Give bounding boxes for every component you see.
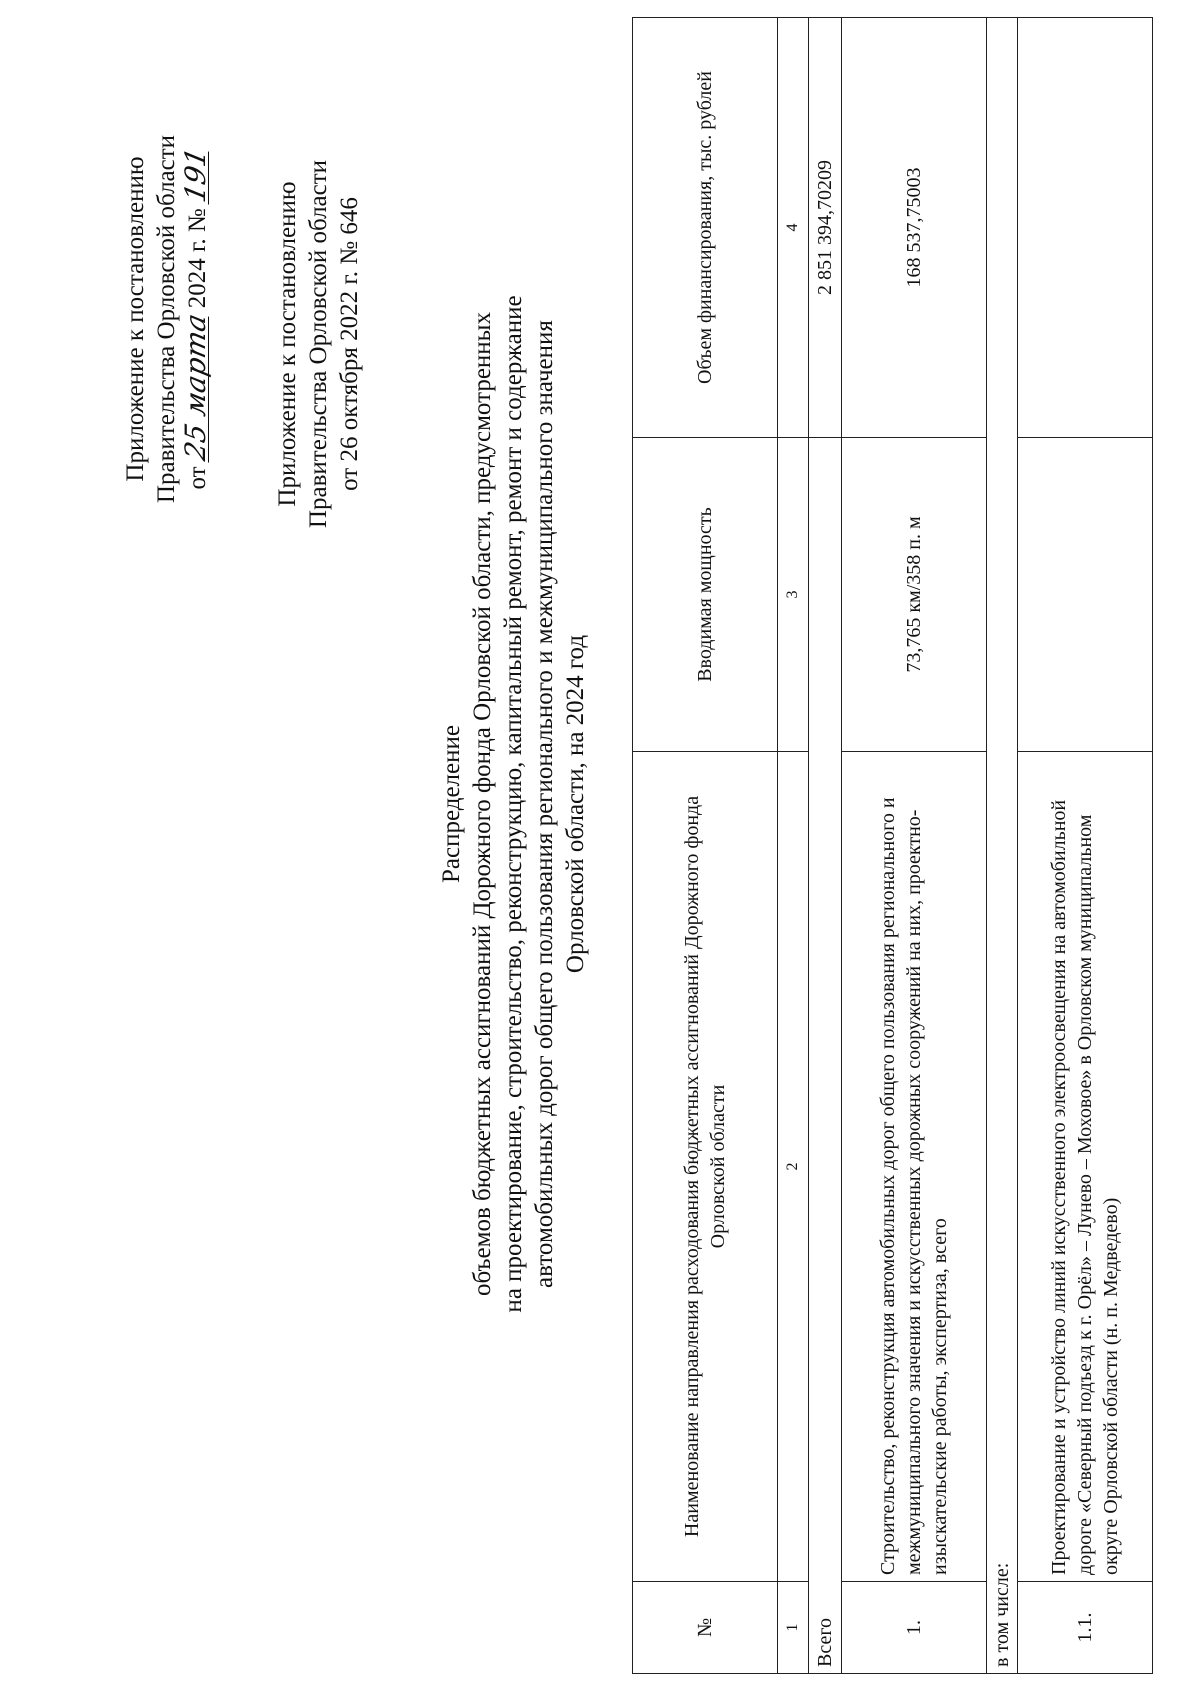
document-title — [436, 224, 591, 1384]
handwritten-number: 191 — [179, 144, 212, 206]
header-capacity: Вводимая мощность — [633, 438, 778, 752]
row-name: Проектирование и устройство линий искусственного электроосвещения на автомобильной дороге «Северный подъезд к г. Орёл» – Лунево – Моховое» в Орловском муниципальном округе Орловской области (н. п. Медведево) — [1018, 752, 1153, 1582]
title-line-3: на проектирование, строительство, реконструкцию, капитальный ремонт, ремонт и содержание — [500, 295, 527, 1313]
appendix-year: 2024 г. № — [184, 208, 211, 309]
appendix-header-current — [120, 19, 213, 619]
table-row-total — [809, 18, 842, 1674]
row-capacity — [1018, 438, 1153, 752]
header-volume: Объем финансирования, тыс. рублей — [633, 18, 778, 438]
appendix-old-line-2: Правительства Орловской области — [305, 159, 332, 529]
row-number: 1.1. — [1018, 1582, 1153, 1674]
index-cell: 2 — [778, 752, 809, 1582]
including-label: в том числе: — [987, 18, 1018, 1674]
appendix-old-line-1: Приложение к постановлению — [274, 181, 301, 507]
handwritten-date: 25 марта — [179, 310, 212, 464]
table-header-row — [633, 18, 778, 1674]
row-capacity: 73,765 км/358 п. м — [842, 438, 987, 752]
row-volume — [1018, 18, 1153, 438]
index-cell: 3 — [778, 438, 809, 752]
header-name: Наименование направления расходования бюджетных ассигнований Дорожного фонда Орловской области — [633, 752, 778, 1582]
row-name: Строительство, реконструкция автомобильных дорог общего пользования регионального и межмуниципального значения и искусственных дорожных сооружений на них, проектно-изыскательские работы, экспертиза, всего — [842, 752, 987, 1582]
index-cell: 1 — [778, 1582, 809, 1674]
title-line-4: автомобильных дорог общего пользования регионального и межмуниципального значения — [531, 320, 558, 1288]
title-line-2: объемов бюджетных ассигнований Дорожного фонда Орловской области, предусмотренных — [469, 312, 496, 1296]
index-cell: 4 — [778, 18, 809, 438]
total-label: Всего — [809, 438, 842, 1674]
table-row-including — [987, 18, 1018, 1674]
appendix-line-1: Приложение к постановлению — [122, 156, 149, 482]
table-row — [1018, 18, 1153, 1674]
table-row — [842, 18, 987, 1674]
title-line-1: Распределение — [438, 725, 465, 883]
row-volume: 168 537,75003 — [842, 18, 987, 438]
header-num: № — [633, 1582, 778, 1674]
appendix-date-prefix: от — [184, 466, 211, 490]
appendix-date-line — [179, 19, 213, 619]
table-index-row — [778, 18, 809, 1674]
row-number: 1. — [842, 1582, 987, 1674]
appendix-line-2: Правительства Орловской области — [153, 134, 180, 504]
title-line-5: Орловской области, на 2024 год — [562, 634, 589, 974]
appendix-old-line-3: от 26 октября 2022 г. № 646 — [336, 197, 363, 491]
appendix-header-previous — [272, 64, 365, 624]
total-volume: 2 851 394,70209 — [809, 18, 842, 438]
distribution-table — [632, 17, 1153, 1674]
